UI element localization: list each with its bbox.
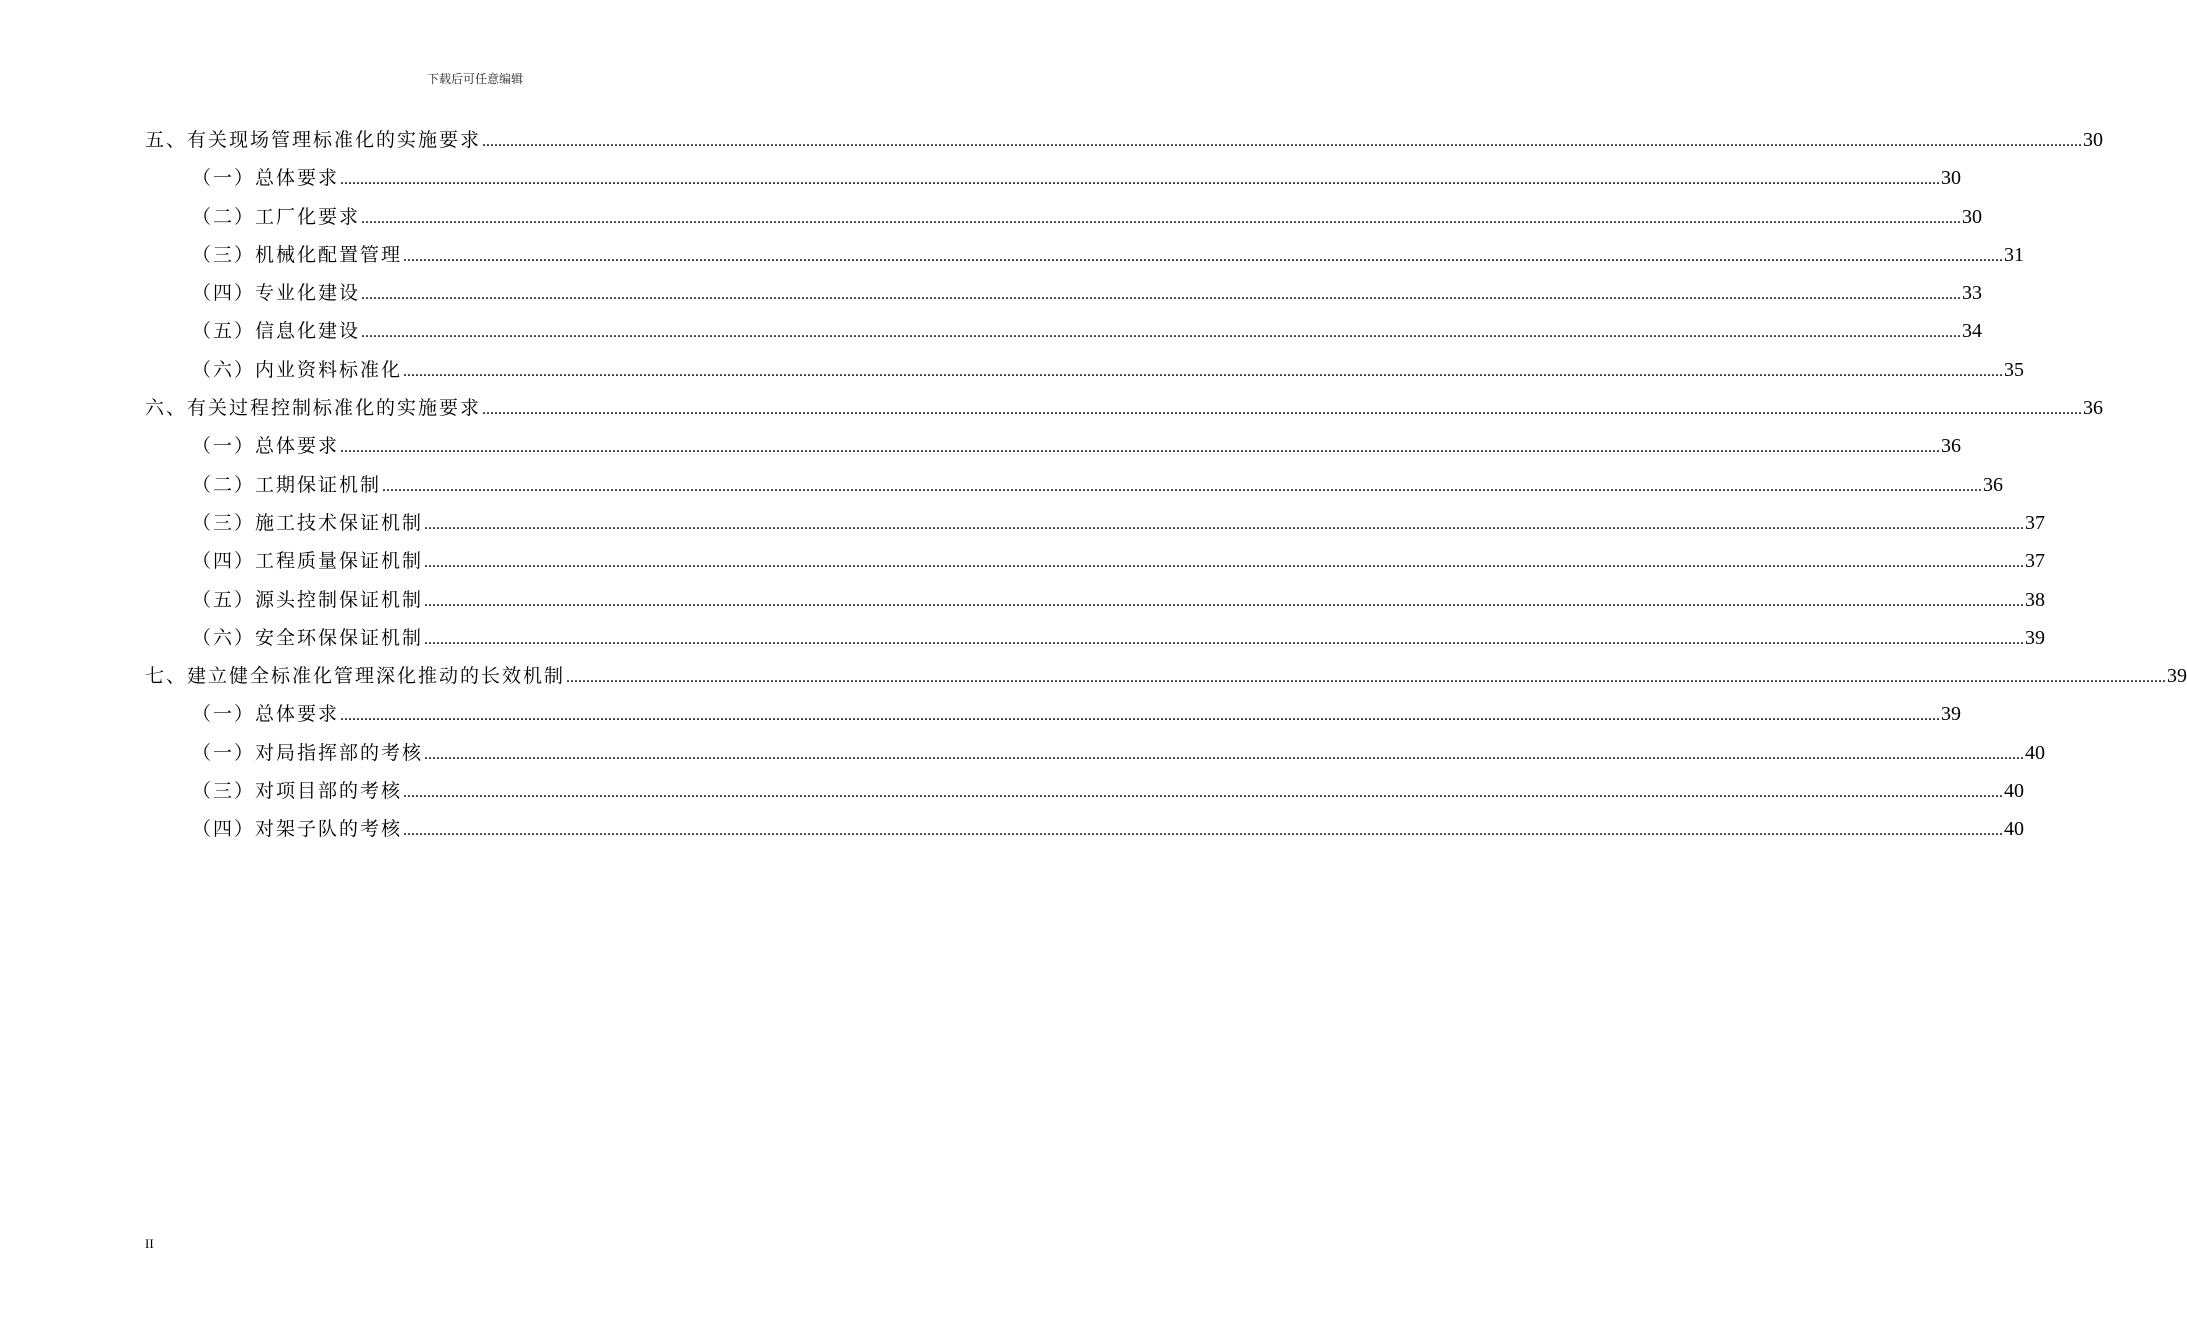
toc-leader-dots: ................................................................................................................................................................................................................................................................................................................................................................................................................ (424, 592, 2025, 610)
toc-entry-title: （五）源头控制保证机制 (192, 588, 424, 611)
toc-entry-title: （四）对架子队的考核 (192, 818, 403, 841)
toc-entry[interactable] (145, 814, 2025, 852)
toc-entry-page: 31 (2004, 243, 2025, 266)
toc-entry-page: 33 (1962, 282, 1983, 305)
toc-entry[interactable] (145, 546, 2046, 584)
toc-leader-dots: ................................................................................................................................................................................................................................................................................................................................................................................................................ (340, 707, 1941, 725)
toc-entry-page: 35 (2004, 358, 2025, 381)
toc-entry-title: 六、有关过程控制标准化的实施要求 (145, 397, 482, 420)
toc-leader-dots: ................................................................................................................................................................................................................................................................................................................................................................................................................ (382, 477, 1983, 495)
toc-entry-page: 38 (2025, 588, 2046, 611)
toc-entry[interactable] (145, 508, 2046, 546)
toc-entry-page: 34 (1962, 320, 1983, 343)
toc-entry-title: （三）机械化配置管理 (192, 243, 403, 266)
toc-entry-title: （一）对局指挥部的考核 (192, 741, 424, 764)
toc-entry-title: （一）总体要求 (192, 703, 340, 726)
toc-leader-dots: ................................................................................................................................................................................................................................................................................................................................................................................................................ (403, 362, 2004, 380)
toc-entry[interactable] (145, 240, 2025, 278)
toc-leader-dots: ................................................................................................................................................................................................................................................................................................................................................................................................................ (482, 401, 2083, 419)
toc-leader-dots: ................................................................................................................................................................................................................................................................................................................................................................................................................ (340, 439, 1941, 457)
toc-entry-page: 39 (2167, 665, 2187, 688)
toc-leader-dots: ................................................................................................................................................................................................................................................................................................................................................................................................................ (361, 324, 1962, 342)
toc-leader-dots: ................................................................................................................................................................................................................................................................................................................................................................................................................ (482, 133, 2083, 150)
toc-entry-title: （六）内业资料标准化 (192, 358, 403, 381)
toc-entry-page: 36 (1941, 435, 1962, 458)
toc-leader-dots: ................................................................................................................................................................................................................................................................................................................................................................................................................ (566, 669, 2167, 687)
toc-entry[interactable] (145, 278, 1983, 316)
toc-leader-dots: ................................................................................................................................................................................................................................................................................................................................................................................................................ (403, 247, 2004, 265)
toc-entry-page: 37 (2025, 550, 2046, 573)
toc-entry-page: 30 (1941, 167, 1962, 190)
toc-entry-page: 39 (2025, 626, 2046, 649)
toc-entry-title: （三）对项目部的考核 (192, 780, 403, 803)
toc-entry-page: 40 (2004, 780, 2025, 803)
toc-entry[interactable] (145, 355, 2025, 393)
toc-entry-title: （二）工期保证机制 (192, 473, 382, 496)
toc-leader-dots: ................................................................................................................................................................................................................................................................................................................................................................................................................ (424, 745, 2025, 763)
toc-entry[interactable] (145, 661, 2187, 699)
toc-entry-page: 36 (2083, 397, 2104, 420)
toc-entry[interactable] (145, 393, 2104, 431)
toc-leader-dots: ................................................................................................................................................................................................................................................................................................................................................................................................................ (424, 515, 2025, 533)
toc-leader-dots: ................................................................................................................................................................................................................................................................................................................................................................................................................ (340, 171, 1941, 189)
toc-entry[interactable] (145, 202, 1983, 240)
toc-entry-title: 五、有关现场管理标准化的实施要求 (145, 129, 482, 151)
toc-entry[interactable] (145, 776, 2025, 814)
toc-entry-title: （二）工厂化要求 (192, 205, 361, 228)
toc-entry-page: 39 (1941, 703, 1962, 726)
toc-entry[interactable] (145, 470, 2004, 508)
toc-entry-title: （四）工程质量保证机制 (192, 550, 424, 573)
toc-entry-page: 40 (2004, 818, 2025, 841)
toc-entry-title: 七、建立健全标准化管理深化推动的长效机制 (145, 665, 566, 688)
toc-entry-title: （五）信息化建设 (192, 320, 361, 343)
toc-entry-page: 40 (2025, 741, 2046, 764)
toc-entry-title: （六）安全环保保证机制 (192, 626, 424, 649)
toc-entry[interactable] (145, 699, 1962, 737)
toc-leader-dots: ................................................................................................................................................................................................................................................................................................................................................................................................................ (361, 209, 1962, 227)
toc-entry[interactable] (145, 623, 2046, 661)
toc-entry-title: （四）专业化建设 (192, 282, 361, 305)
toc-entry[interactable] (145, 125, 2104, 163)
toc-entry[interactable] (145, 585, 2046, 623)
page-number: II (145, 1236, 154, 1251)
toc-leader-dots: ................................................................................................................................................................................................................................................................................................................................................................................................................ (403, 822, 2004, 840)
toc-entry[interactable] (145, 738, 2046, 776)
toc-entry-page: 36 (1983, 473, 2004, 496)
toc-leader-dots: ................................................................................................................................................................................................................................................................................................................................................................................................................ (424, 630, 2025, 648)
toc-entry[interactable] (145, 163, 1962, 201)
toc-leader-dots: ................................................................................................................................................................................................................................................................................................................................................................................................................ (403, 784, 2004, 802)
toc-entry-page: 30 (2083, 129, 2104, 151)
toc-entry-title: （一）总体要求 (192, 435, 340, 458)
table-of-contents (145, 125, 2187, 853)
toc-entry-title: （一）总体要求 (192, 167, 340, 190)
page-header: 下载后可任意编辑 (426, 72, 523, 86)
toc-leader-dots: ................................................................................................................................................................................................................................................................................................................................................................................................................ (424, 554, 2025, 572)
toc-entry-title: （三）施工技术保证机制 (192, 511, 424, 534)
toc-entry[interactable] (145, 431, 1962, 469)
toc-entry-page: 30 (1962, 205, 1983, 228)
toc-entry-page: 37 (2025, 511, 2046, 534)
toc-entry[interactable] (145, 316, 1983, 354)
toc-leader-dots: ................................................................................................................................................................................................................................................................................................................................................................................................................ (361, 286, 1962, 304)
